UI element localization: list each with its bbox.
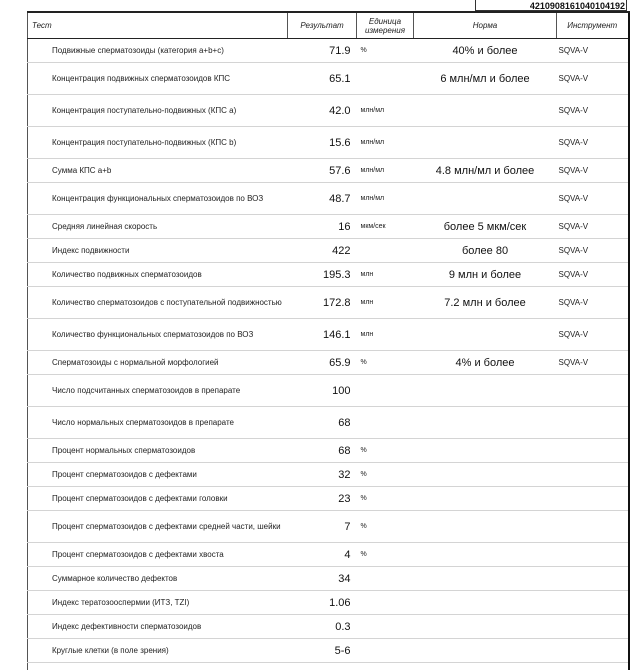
table-row — [28, 463, 629, 487]
header-unit-line2: измерения — [365, 26, 405, 35]
table-row — [28, 375, 629, 407]
table-row — [28, 263, 629, 287]
unit-cell: млн — [357, 263, 414, 287]
test-cell: Процент сперматозоидов с дефектами средней части, шейки — [28, 511, 288, 543]
table-row — [28, 127, 629, 159]
norm-cell: 7.2 млн и более — [414, 287, 557, 319]
test-cell: Количество функциональных сперматозоидов по ВОЗ — [28, 319, 288, 351]
norm-cell — [414, 463, 557, 487]
instrument-cell — [557, 487, 629, 511]
result-cell: 5-6 — [288, 639, 357, 663]
instrument-cell: SQVA-V — [557, 159, 629, 183]
instrument-cell — [557, 591, 629, 615]
result-cell: 65.9 — [288, 351, 357, 375]
test-cell: Сперматозоиды с нормальной морфологией — [28, 351, 288, 375]
result-cell: 34 — [288, 567, 357, 591]
test-cell: Сумма КПС a+b — [28, 159, 288, 183]
table-row-continuation — [28, 663, 629, 670]
norm-cell: более 80 — [414, 239, 557, 263]
instrument-cell: SQVA-V — [557, 215, 629, 239]
unit-cell: % — [357, 39, 414, 63]
unit-cell: % — [357, 511, 414, 543]
result-cell: 7 — [288, 511, 357, 543]
unit-cell: мкм/сек — [357, 215, 414, 239]
result-cell: 146.1 — [288, 319, 357, 351]
unit-cell — [357, 63, 414, 95]
instrument-cell: SQVA-V — [557, 183, 629, 215]
instrument-cell — [557, 407, 629, 439]
test-cell: Индекс дефективности сперматозоидов — [28, 615, 288, 639]
test-cell: Индекс подвижности — [28, 239, 288, 263]
result-cell: 4 — [288, 543, 357, 567]
table-row — [28, 487, 629, 511]
norm-cell: 40% и более — [414, 39, 557, 63]
table-row — [28, 439, 629, 463]
unit-cell: млн/мл — [357, 95, 414, 127]
instrument-cell — [557, 463, 629, 487]
table-row — [28, 567, 629, 591]
test-cell: Подвижные сперматозоиды (категория a+b+c) — [28, 39, 288, 63]
header-result: Результат — [288, 12, 357, 39]
header-test: Тест — [28, 12, 288, 39]
test-cell: Концентрация поступательно-подвижных (КПС b) — [28, 127, 288, 159]
norm-cell — [414, 319, 557, 351]
table-row — [28, 239, 629, 263]
table-row — [28, 407, 629, 439]
result-cell: 23 — [288, 487, 357, 511]
norm-cell: 9 млн и более — [414, 263, 557, 287]
instrument-cell: SQVA-V — [557, 239, 629, 263]
unit-cell: млн — [357, 287, 414, 319]
table-body — [28, 39, 629, 670]
result-cell: 68 — [288, 407, 357, 439]
unit-cell: млн/мл — [357, 183, 414, 215]
header-instrument: Инструмент — [557, 12, 629, 39]
header-norm: Норма — [414, 12, 557, 39]
table-row — [28, 511, 629, 543]
unit-cell: % — [357, 487, 414, 511]
result-cell: 42.0 — [288, 95, 357, 127]
instrument-cell — [557, 567, 629, 591]
unit-cell: % — [357, 351, 414, 375]
unit-cell — [357, 567, 414, 591]
table-row — [28, 615, 629, 639]
result-cell: 0.3 — [288, 615, 357, 639]
norm-cell — [414, 95, 557, 127]
norm-cell — [414, 487, 557, 511]
instrument-cell: SQVA-V — [557, 263, 629, 287]
result-cell: 68 — [288, 439, 357, 463]
test-cell: Суммарное количество дефектов — [28, 567, 288, 591]
norm-cell: 4.8 млн/мл и более — [414, 159, 557, 183]
test-cell: Круглые клетки (в поле зрения) — [28, 639, 288, 663]
instrument-cell: SQVA-V — [557, 319, 629, 351]
test-cell: Концентрация подвижных сперматозоидов КПС — [28, 63, 288, 95]
norm-cell — [414, 183, 557, 215]
empty-cell — [288, 663, 357, 670]
test-cell: Число подсчитанных сперматозоидов в препарате — [28, 375, 288, 407]
result-cell: 1.06 — [288, 591, 357, 615]
table-row — [28, 591, 629, 615]
empty-cell — [414, 663, 557, 670]
instrument-cell — [557, 511, 629, 543]
unit-cell — [357, 375, 414, 407]
table-row — [28, 639, 629, 663]
unit-cell: % — [357, 543, 414, 567]
norm-cell: 6 млн/мл и более — [414, 63, 557, 95]
instrument-cell: SQVA-V — [557, 351, 629, 375]
test-cell: Процент сперматозоидов с дефектами хвоста — [28, 543, 288, 567]
unit-cell: млн/мл — [357, 127, 414, 159]
empty-cell — [557, 663, 629, 670]
result-cell: 195.3 — [288, 263, 357, 287]
empty-cell — [357, 663, 414, 670]
instrument-cell — [557, 439, 629, 463]
norm-cell — [414, 639, 557, 663]
table-row — [28, 319, 629, 351]
header-unit — [357, 12, 414, 39]
sample-id-box — [475, 0, 627, 11]
instrument-cell — [557, 375, 629, 407]
unit-cell: % — [357, 439, 414, 463]
instrument-cell — [557, 639, 629, 663]
norm-cell: более 5 мкм/сек — [414, 215, 557, 239]
sample-id: 4210908161040104192 — [530, 1, 625, 11]
norm-cell — [414, 439, 557, 463]
norm-cell — [414, 591, 557, 615]
table-row — [28, 287, 629, 319]
result-cell: 422 — [288, 239, 357, 263]
norm-cell — [414, 567, 557, 591]
unit-cell: млн/мл — [357, 159, 414, 183]
table-row — [28, 39, 629, 63]
test-cell: Средняя линейная скорость — [28, 215, 288, 239]
result-cell: 65.1 — [288, 63, 357, 95]
norm-cell — [414, 511, 557, 543]
result-cell: 32 — [288, 463, 357, 487]
test-cell: Концентрация поступательно-подвижных (КПС a) — [28, 95, 288, 127]
unit-cell — [357, 591, 414, 615]
result-cell: 100 — [288, 375, 357, 407]
instrument-cell: SQVA-V — [557, 39, 629, 63]
table-row — [28, 159, 629, 183]
unit-cell: млн — [357, 319, 414, 351]
unit-cell — [357, 407, 414, 439]
table-row — [28, 351, 629, 375]
norm-cell — [414, 127, 557, 159]
test-cell: Количество сперматозоидов с поступательной подвижностью — [28, 287, 288, 319]
result-cell: 71.9 — [288, 39, 357, 63]
unit-cell — [357, 639, 414, 663]
test-cell: Концентрация функциональных сперматозоидов по ВОЗ — [28, 183, 288, 215]
norm-cell — [414, 407, 557, 439]
instrument-cell: SQVA-V — [557, 287, 629, 319]
unit-cell: % — [357, 463, 414, 487]
table-row — [28, 63, 629, 95]
instrument-cell: SQVA-V — [557, 95, 629, 127]
header-unit-line1: Единица — [369, 17, 401, 26]
table-row — [28, 95, 629, 127]
instrument-cell — [557, 543, 629, 567]
table-row — [28, 215, 629, 239]
instrument-cell: SQVA-V — [557, 63, 629, 95]
empty-cell — [28, 663, 288, 670]
norm-cell — [414, 615, 557, 639]
test-cell: Число нормальных сперматозоидов в препарате — [28, 407, 288, 439]
result-cell: 15.6 — [288, 127, 357, 159]
test-cell: Процент нормальных сперматозоидов — [28, 439, 288, 463]
norm-cell: 4% и более — [414, 351, 557, 375]
instrument-cell — [557, 615, 629, 639]
norm-cell — [414, 375, 557, 407]
test-cell: Индекс тератозооспермии (ИТЗ, TZI) — [28, 591, 288, 615]
result-cell: 48.7 — [288, 183, 357, 215]
table-header-row — [28, 12, 629, 39]
result-cell: 172.8 — [288, 287, 357, 319]
results-table — [27, 11, 630, 670]
result-cell: 16 — [288, 215, 357, 239]
table-row — [28, 183, 629, 215]
unit-cell — [357, 239, 414, 263]
result-cell: 57.6 — [288, 159, 357, 183]
test-cell: Процент сперматозоидов с дефектами головки — [28, 487, 288, 511]
test-cell: Процент сперматозоидов с дефектами — [28, 463, 288, 487]
test-cell: Количество подвижных сперматозоидов — [28, 263, 288, 287]
unit-cell — [357, 615, 414, 639]
table-row — [28, 543, 629, 567]
instrument-cell: SQVA-V — [557, 127, 629, 159]
norm-cell — [414, 543, 557, 567]
